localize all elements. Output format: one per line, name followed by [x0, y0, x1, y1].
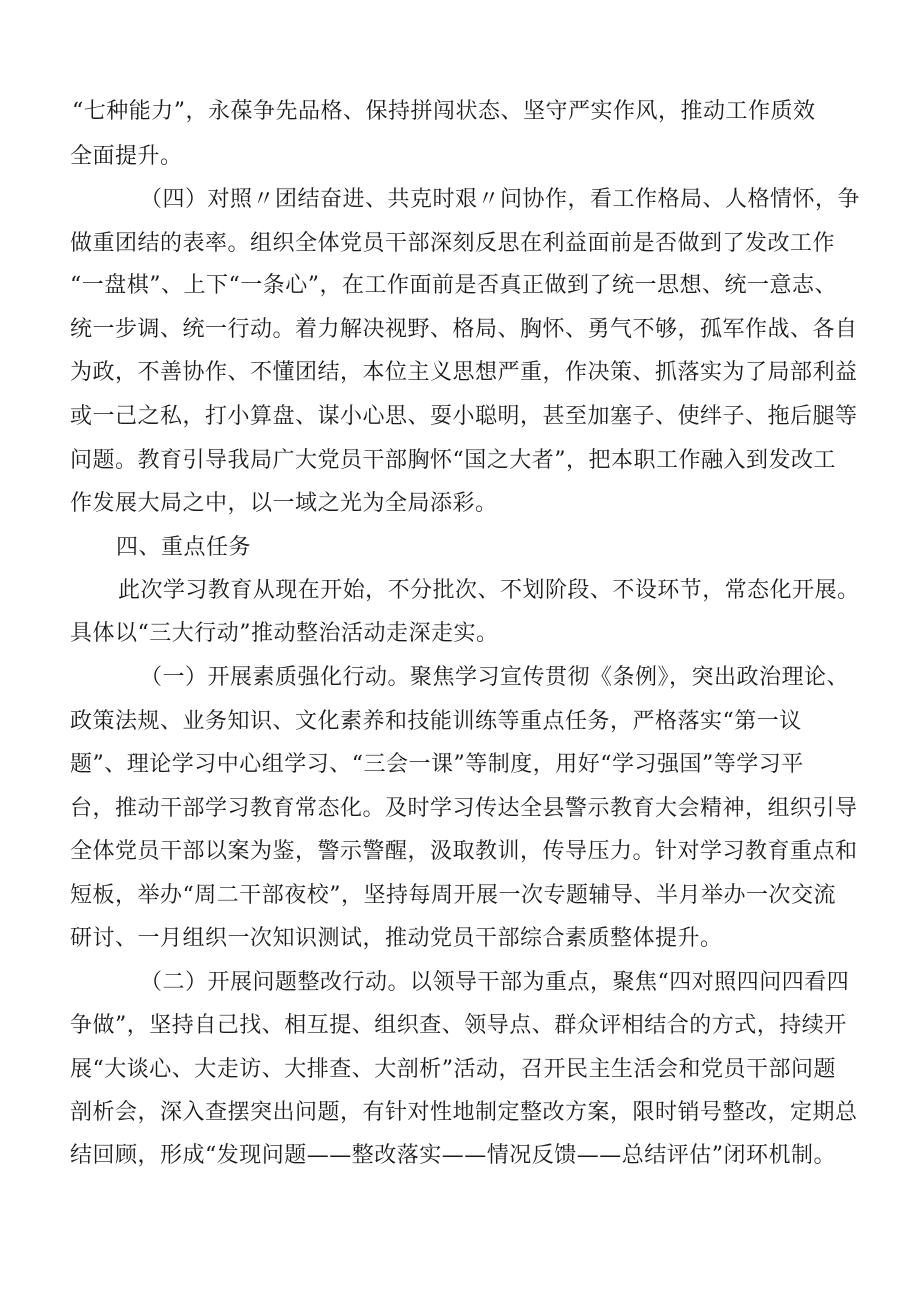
- text-line: 为政，不善协作、不懂团结，本位主义思想严重，作决策、抓落实为了局部利益: [70, 360, 858, 385]
- text-line: 统一步调、统一行动。着力解决视野、格局、胸怀、勇气不够，孤军作战、各自: [70, 317, 858, 342]
- text-line: （二）开展问题整改行动。以领导干部为重点，聚焦“四对照四问四看四: [140, 970, 850, 995]
- text-line: 争做”，坚持自己找、相互提、组织查、领导点、群众评相结合的方式，持续开: [70, 1013, 847, 1038]
- text-line: 作发展大局之中，以一域之光为全局添彩。: [70, 491, 498, 516]
- text-line: 具体以“三大行动”推动整治活动走深走实。: [70, 621, 499, 646]
- text-line: 此次学习教育从现在开始，不分批次、不划阶段、不设环节，常态化开展。: [118, 578, 860, 603]
- text-line: 或一己之私，打小算盘、谋小心思、耍小聪明，甚至加塞子、使绊子、拖后腿等: [70, 404, 858, 429]
- text-line: 展“大谈心、大走访、大排查、大剖析”活动，召开民主生活会和党员干部问题: [70, 1057, 836, 1082]
- text-line: 做重团结的表率。组织全体党员干部深刻反思在利益面前是否做到了发改工作: [70, 231, 836, 256]
- text-line: 结回顾，形成“发现问题——整改落实——情况反馈——总结评估”闭环机制。: [70, 1143, 836, 1168]
- text-line: 问题。教育引导我局广大党员干部胸怀“国之大者”，把本职工作融入到发改工: [70, 448, 836, 473]
- text-line: “一盘棋”、上下“一条心”，在工作面前是否真正做到了统一思想、统一意志、: [70, 273, 837, 298]
- text-line: 政策法规、业务知识、文化素养和技能训练等重点任务，严格落实“第一议: [70, 709, 802, 734]
- text-line: 题”、理论学习中心组学习、“三会一课”等制度，用好“学习强国”等学习平: [70, 752, 804, 777]
- section-heading: 四、重点任务: [116, 535, 252, 560]
- text-line: 研讨、一月组织一次知识测试，推动党员干部综合素质整体提升。: [70, 926, 723, 951]
- text-line: 剖析会，深入查摆突出问题，有针对性地制定整改方案，限时销号整改，定期总: [70, 1100, 858, 1125]
- text-line: “七种能力”，永葆争先品格、保持拼闯状态、坚守严实作风，推动工作质效: [72, 99, 816, 124]
- text-line: 全体党员干部以案为鉴，警示警醒，汲取教训，传导压力。针对学习教育重点和: [70, 839, 858, 864]
- text-line: 短板，举办“周二干部夜校”，坚持每周开展一次专题辅导、半月举办一次交流: [70, 883, 836, 908]
- text-line: （一）开展素质强化行动。聚焦学习宣传贯彻《条例》，突出政治理论、: [140, 665, 850, 690]
- text-line: （四）对照〃团结奋进、共克时艰〃问协作，看工作格局、人格情怀，争: [140, 187, 861, 212]
- text-line: 全面提升。: [70, 144, 183, 169]
- text-line: 台，推动干部学习教育常态化。及时学习传达全县警示教育大会精神，组织引导: [70, 796, 858, 821]
